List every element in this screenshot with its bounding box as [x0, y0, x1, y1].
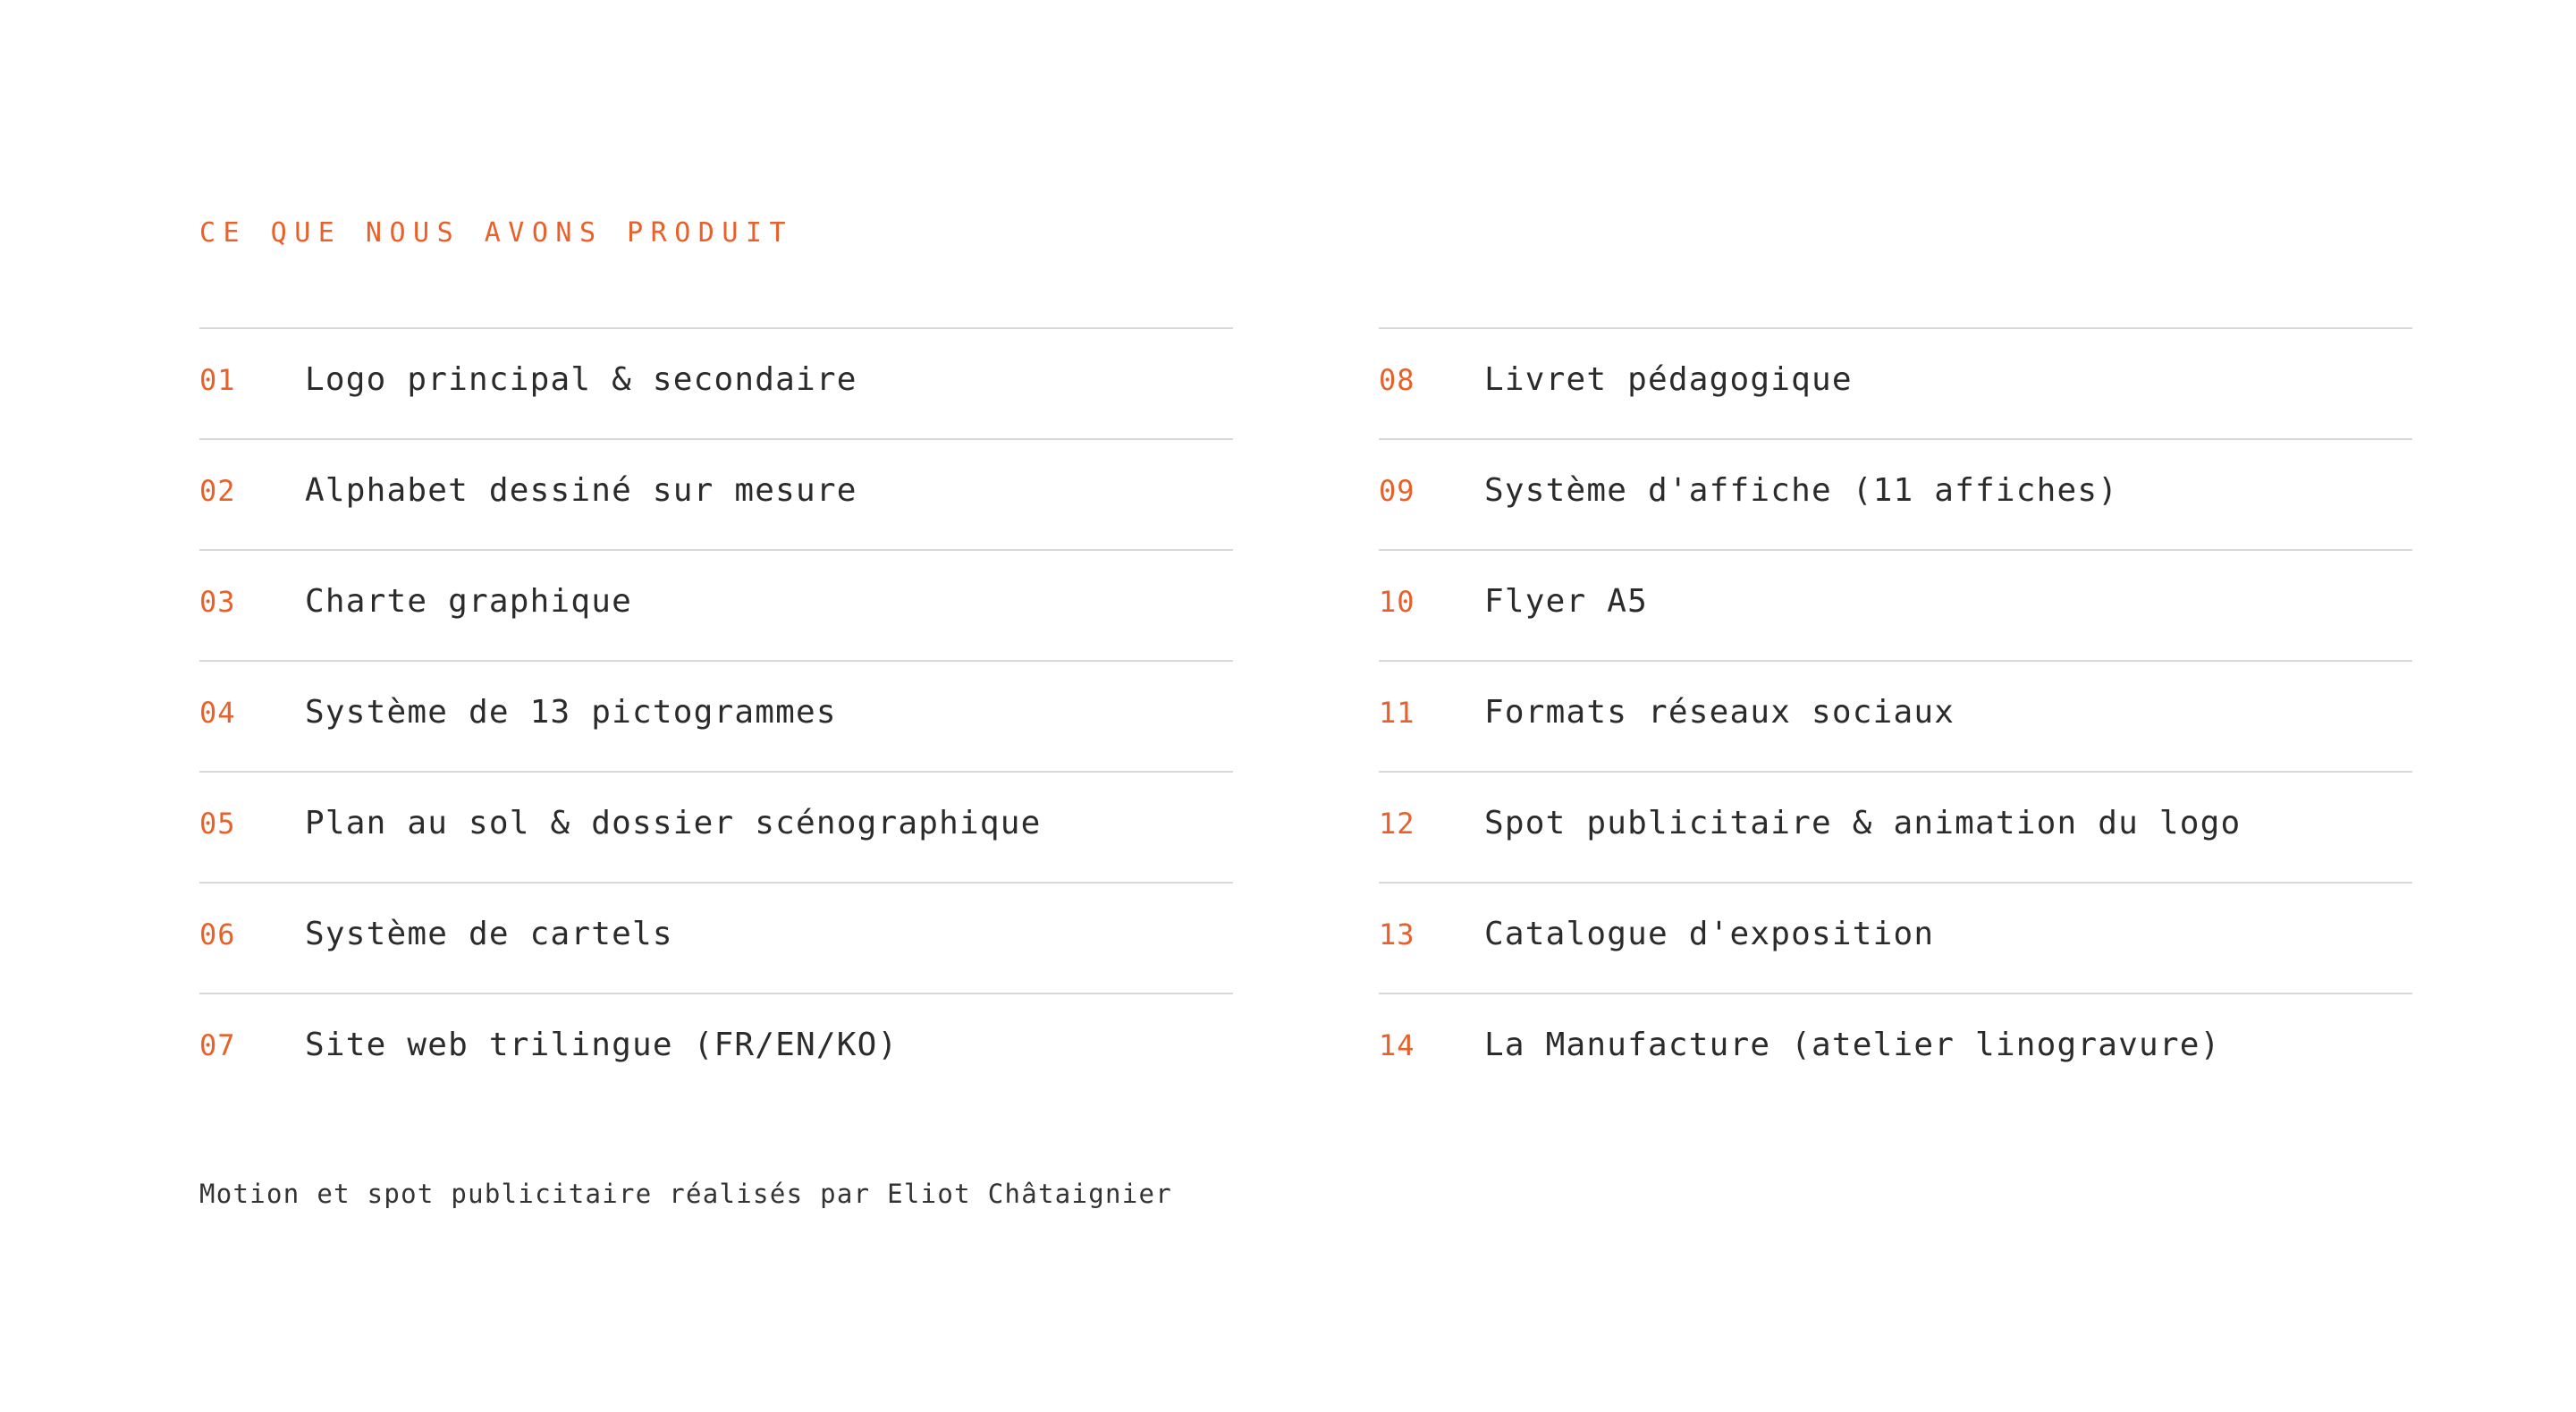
list-item [199, 884, 1233, 994]
list-item [1379, 662, 2412, 773]
section-title: CE QUE NOUS AVONS PRODUIT [199, 217, 794, 249]
list-item [199, 773, 1233, 884]
list-item [199, 551, 1233, 662]
item-label: Alphabet dessiné sur mesure [305, 472, 857, 509]
item-number: 05 [199, 807, 236, 841]
item-number: 10 [1379, 585, 1415, 619]
item-label: Système d'affiche (11 affiches) [1484, 472, 2119, 509]
list-item [1379, 884, 2412, 994]
item-number: 12 [1379, 807, 1415, 841]
list-item [1379, 773, 2412, 884]
item-label: Formats réseaux sociaux [1484, 694, 1955, 731]
item-number: 11 [1379, 696, 1415, 730]
item-label: La Manufacture (atelier linogravure) [1484, 1027, 2221, 1063]
item-label: Logo principal & secondaire [305, 361, 857, 398]
item-label: Spot publicitaire & animation du logo [1484, 805, 2242, 841]
list-item [1379, 329, 2412, 440]
item-number: 14 [1379, 1028, 1415, 1062]
list-item [199, 662, 1233, 773]
item-number: 04 [199, 696, 236, 730]
deliverables-list-left [199, 327, 1233, 1103]
item-number: 03 [199, 585, 236, 619]
item-number: 02 [199, 474, 236, 508]
item-label: Flyer A5 [1484, 583, 1648, 620]
item-label: Site web trilingue (FR/EN/KO) [305, 1027, 899, 1063]
item-number: 01 [199, 363, 236, 397]
list-item [199, 329, 1233, 440]
list-item [1379, 994, 2412, 1103]
item-number: 09 [1379, 474, 1415, 508]
credit-line: Motion et spot publicitaire réalisés par Eliot Châtaignier [199, 1179, 1173, 1209]
item-number: 13 [1379, 917, 1415, 951]
list-item [199, 994, 1233, 1103]
item-number: 06 [199, 917, 236, 951]
deliverables-list-right [1379, 327, 2412, 1103]
item-number: 08 [1379, 363, 1415, 397]
list-item [199, 440, 1233, 551]
list-item [1379, 551, 2412, 662]
item-label: Livret pédagogique [1484, 361, 1853, 398]
item-label: Plan au sol & dossier scénographique [305, 805, 1042, 841]
item-number: 07 [199, 1028, 236, 1062]
item-label: Système de 13 pictogrammes [305, 694, 837, 731]
item-label: Système de cartels [305, 916, 673, 952]
item-label: Catalogue d'exposition [1484, 916, 1935, 952]
list-item [1379, 440, 2412, 551]
item-label: Charte graphique [305, 583, 632, 620]
